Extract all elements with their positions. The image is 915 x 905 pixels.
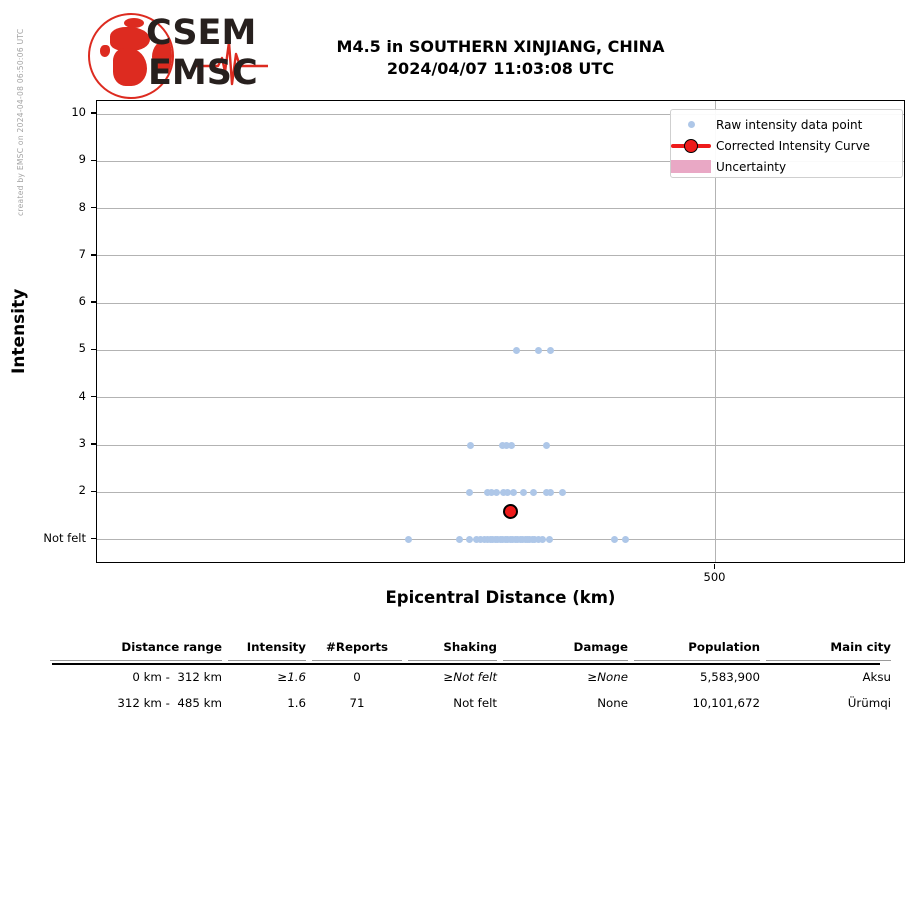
raw-data-point — [508, 442, 515, 449]
y-tick-label: 7 — [78, 246, 86, 261]
table-cell: Not felt — [453, 696, 497, 710]
y-tick-label: 10 — [71, 105, 86, 119]
table-cell: 0 km - 312 km — [132, 670, 222, 684]
table-cell: Aksu — [862, 670, 891, 684]
y-tick-label: 5 — [78, 341, 86, 356]
table-cell: 0 — [353, 670, 361, 684]
y-tick-label: 2 — [78, 483, 86, 498]
y-tick-label: 3 — [78, 436, 86, 451]
raw-data-point — [467, 442, 474, 449]
legend-item-uncertainty — [671, 156, 902, 177]
raw-data-point — [513, 347, 520, 354]
raw-data-point — [622, 536, 629, 543]
raw-data-point — [543, 442, 550, 449]
legend-label: Raw intensity data point — [716, 117, 863, 132]
gridline-horizontal — [97, 350, 904, 351]
table-cell: ≥1.6 — [277, 670, 306, 684]
gridline-horizontal — [97, 397, 904, 398]
table-cell: Ürümqi — [847, 696, 891, 710]
y-tick-label: Not felt — [43, 530, 86, 545]
gridline-horizontal — [97, 303, 904, 304]
y-tick-label: 4 — [78, 388, 86, 403]
gridline-horizontal — [97, 255, 904, 256]
table-header-cell: #Reports — [312, 640, 402, 661]
raw-data-point — [466, 489, 473, 496]
y-tick-mark — [91, 491, 96, 492]
x-axis-label: Epicentral Distance (km) — [385, 588, 616, 607]
y-tick-mark — [91, 538, 96, 539]
table-header-cell: Intensity — [228, 640, 306, 661]
gridline-horizontal — [97, 208, 904, 209]
table-header-cell: Distance range — [50, 640, 222, 661]
raw-data-point — [611, 536, 618, 543]
raw-data-point — [530, 489, 537, 496]
raw-data-point — [546, 536, 553, 543]
y-axis-label: Intensity — [9, 288, 29, 375]
y-tick-mark — [91, 207, 96, 208]
raw-data-point — [510, 489, 517, 496]
raw-data-point — [547, 489, 554, 496]
table-cell: 71 — [349, 696, 365, 710]
raw-data-point — [405, 536, 412, 543]
y-tick-mark — [91, 349, 96, 350]
corrected-curve-marker-icon — [671, 135, 711, 156]
y-tick-label: 8 — [78, 199, 86, 214]
raw-data-point — [539, 536, 546, 543]
raw-data-point — [493, 489, 500, 496]
legend-label: Uncertainty — [716, 159, 787, 174]
raw-data-point — [547, 347, 554, 354]
plot-area — [96, 100, 905, 563]
table-header-cell: Damage — [503, 640, 628, 661]
y-tick-mark — [91, 160, 96, 161]
legend-item-raw — [671, 114, 902, 135]
y-tick-label: 9 — [78, 152, 86, 167]
raw-point-marker-icon — [671, 114, 711, 135]
table-cell: None — [597, 696, 628, 710]
raw-data-point — [559, 489, 566, 496]
table-cell: 1.6 — [287, 696, 306, 710]
x-tick-label: 500 — [703, 570, 726, 584]
table-cell: ≥Not felt — [443, 670, 497, 684]
created-by-watermark: created by EMSC on 2024-04-08 06:50:06 UTC — [16, 28, 25, 216]
y-tick-mark — [91, 443, 96, 444]
raw-data-point — [520, 489, 527, 496]
table-header-cell: Population — [634, 640, 760, 661]
y-tick-mark — [91, 112, 96, 113]
y-tick-mark — [91, 301, 96, 302]
table-header-cell: Shaking — [408, 640, 497, 661]
table-header-rule — [52, 663, 880, 665]
y-tick-mark — [91, 254, 96, 255]
table-cell: ≥None — [587, 670, 628, 684]
table-cell: 10,101,672 — [692, 696, 760, 710]
corrected-intensity-point — [503, 504, 518, 519]
logo-text-emsc: EMSC — [148, 53, 258, 93]
chart-title-line2: 2024/04/07 11:03:08 UTC — [386, 59, 615, 78]
legend-item-corrected — [671, 135, 902, 156]
legend — [670, 109, 903, 178]
raw-data-point — [466, 536, 473, 543]
logo-text-csem: CSEM — [146, 13, 257, 53]
chart-title — [96, 36, 905, 80]
table-cell: 312 km - 485 km — [117, 696, 222, 710]
table-cell: 5,583,900 — [699, 670, 760, 684]
x-tick-mark — [714, 564, 715, 569]
chart-title-line1: M4.5 in SOUTHERN XINJIANG, CHINA — [336, 37, 665, 56]
legend-label: Corrected Intensity Curve — [716, 138, 871, 153]
y-tick-mark — [91, 396, 96, 397]
table-header-cell: Main city — [766, 640, 891, 661]
raw-data-point — [456, 536, 463, 543]
raw-data-point — [535, 347, 542, 354]
uncertainty-patch-icon — [671, 156, 711, 177]
y-tick-label: 6 — [78, 294, 86, 309]
summary-table — [50, 640, 891, 713]
